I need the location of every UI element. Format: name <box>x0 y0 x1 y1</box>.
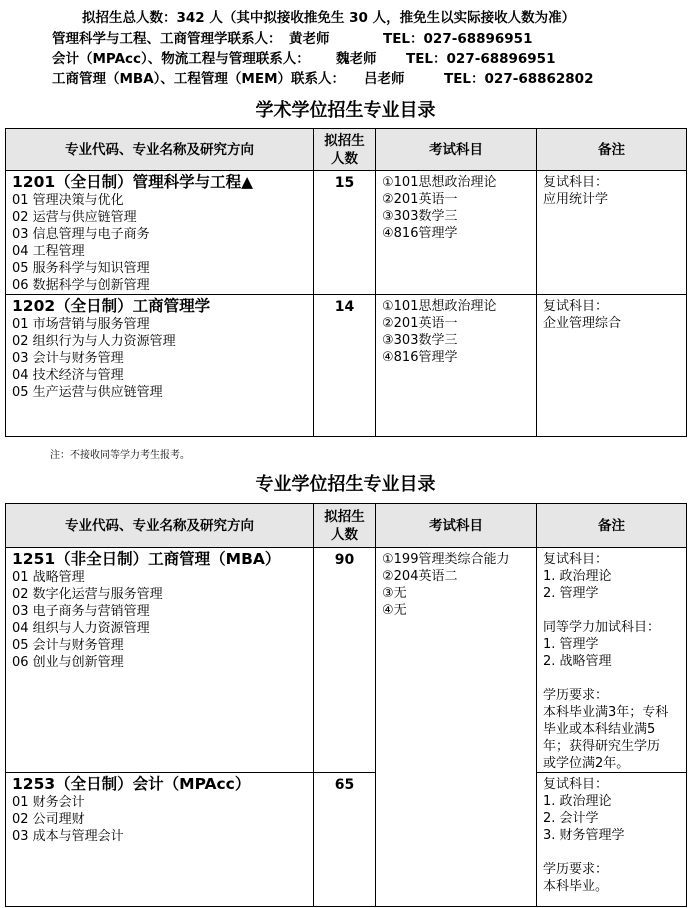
note-text: 企业管理综合 <box>543 316 622 331</box>
subject-item: ④816管理学 <box>382 350 458 365</box>
subject-list <box>376 548 536 619</box>
direction-item: 04 技术经济与管理 <box>12 368 124 383</box>
note-text: 2. 会计学 <box>543 811 599 826</box>
note-label: 复试科目： <box>543 552 609 567</box>
col-count: 拟招生人数 <box>314 504 376 548</box>
note-label: 学历要求： <box>543 862 609 877</box>
note-label: 学历要求： <box>543 688 609 703</box>
count-cell <box>314 295 376 437</box>
program-heading: 1202（全日制）工商管理学 <box>12 297 211 315</box>
academic-section-title: 学术学位招生专业目录 <box>255 100 436 121</box>
col-notes: 备注 <box>537 129 687 171</box>
note-label: 复试科目： <box>543 777 609 792</box>
direction-item: 03 会计与财务管理 <box>12 351 124 366</box>
subject-item: ①199管理类综合能力 <box>382 552 510 567</box>
direction-item: 05 生产运营与供应链管理 <box>12 385 163 400</box>
direction-item: 01 战略管理 <box>12 570 85 585</box>
direction-item: 03 电子商务与营销管理 <box>12 604 150 619</box>
professional-header-row <box>6 504 687 548</box>
program-cell <box>6 773 314 907</box>
program-heading: 1251（非全日制）工商管理（MBA） <box>12 550 281 568</box>
direction-item: 03 成本与管理会计 <box>12 829 124 844</box>
subject-item: ④无 <box>382 603 407 618</box>
direction-item: 01 管理决策与优化 <box>12 193 124 208</box>
contact-name-3: 吕老师 <box>364 71 405 87</box>
note-text: 3. 财务管理学 <box>543 828 625 843</box>
subjects-cell <box>376 171 537 295</box>
direction-item: 03 信息管理与电子商务 <box>12 227 150 242</box>
count-cell <box>314 171 376 295</box>
subject-item: ③303数学三 <box>382 209 458 224</box>
subject-item: ②201英语一 <box>382 192 458 207</box>
subject-item: ①101思想政治理论 <box>382 175 497 190</box>
note-text: 2. 战略管理 <box>543 654 612 669</box>
count-cell <box>314 548 376 773</box>
academic-footnote: 注：不接收同等学力考生报考。 <box>50 450 190 461</box>
program-heading: 1201（全日制）管理科学与工程▲ <box>12 173 254 191</box>
enrollment-count: 65 <box>334 777 355 793</box>
subject-item: ①101思想政治理论 <box>382 299 497 314</box>
subject-list <box>376 295 536 366</box>
subject-item: ③无 <box>382 586 407 601</box>
contact-tel-3: TEL：027-68862802 <box>444 71 594 87</box>
subject-list <box>376 171 536 242</box>
table-row <box>6 171 687 295</box>
enrollment-count: 14 <box>334 299 355 315</box>
direction-item: 02 运营与供应链管理 <box>12 210 137 225</box>
note-text: 或学位满2年。 <box>543 756 630 771</box>
direction-item: 05 服务科学与知识管理 <box>12 261 150 276</box>
notes-cell <box>537 295 687 437</box>
contact-tel-2: TEL：027-68896951 <box>406 51 556 67</box>
col-program: 专业代码、专业名称及研究方向 <box>6 504 314 548</box>
direction-item: 02 公司理财 <box>12 812 85 827</box>
program-cell <box>6 171 314 295</box>
subject-item: ②204英语二 <box>382 569 458 584</box>
program-heading: 1253（全日制）会计（MPAcc） <box>12 775 251 793</box>
direction-item: 04 工程管理 <box>12 244 85 259</box>
subject-item: ②201英语一 <box>382 316 458 331</box>
note-text: 本科毕业满3年；专科 <box>543 705 669 720</box>
contact-program-2: 会计（MPAcc）、物流工程与管理联系人： <box>52 51 310 67</box>
contact-program-1: 管理科学与工程、工商管理学联系人： <box>52 31 282 47</box>
professional-catalog-table <box>5 503 687 907</box>
col-subjects: 考试科目 <box>376 129 537 171</box>
academic-catalog-table <box>5 128 687 437</box>
total-enrollment-text: 拟招生总人数：342 人（其中拟接收推免生 30 人，推免生以实际接收人数为准） <box>82 10 576 26</box>
note-label: 同等学力加试科目： <box>543 620 661 635</box>
academic-header-row <box>6 129 687 171</box>
note-text: 1. 管理学 <box>543 637 599 652</box>
subject-item: ③303数学三 <box>382 333 458 348</box>
direction-item: 02 组织行为与人力资源管理 <box>12 334 176 349</box>
direction-item: 01 财务会计 <box>12 795 85 810</box>
table-row <box>6 295 687 437</box>
contact-program-3: 工商管理（MBA）、工程管理（MEM）联系人： <box>52 71 346 87</box>
contact-name-2: 魏老师 <box>336 51 377 67</box>
direction-item: 06 数据科学与创新管理 <box>12 278 150 293</box>
note-text: 1. 政治理论 <box>543 794 612 809</box>
table-row <box>6 548 687 773</box>
col-count: 拟招生人数 <box>314 129 376 171</box>
notes-cell <box>537 171 687 295</box>
note-text: 年；获得研究生学历 <box>543 739 661 754</box>
table-row <box>6 773 687 907</box>
note-label: 复试科目： <box>543 175 609 190</box>
contact-tel-1: TEL：027-68896951 <box>383 31 533 47</box>
subjects-cell <box>376 295 537 437</box>
direction-item: 06 创业与创新管理 <box>12 655 124 670</box>
professional-section-title: 专业学位招生专业目录 <box>255 474 436 495</box>
enrollment-count: 90 <box>334 552 355 568</box>
contact-name-1: 黄老师 <box>289 31 330 47</box>
note-label: 复试科目： <box>543 299 609 314</box>
subject-item: ④816管理学 <box>382 226 458 241</box>
note-text: 应用统计学 <box>543 192 609 207</box>
direction-item: 02 数字化运营与服务管理 <box>12 587 163 602</box>
col-program: 专业代码、专业名称及研究方向 <box>6 129 314 171</box>
count-cell <box>314 773 376 907</box>
program-cell <box>6 295 314 437</box>
direction-item: 04 组织与人力资源管理 <box>12 621 150 636</box>
notes-cell <box>537 773 687 907</box>
notes-cell <box>537 548 687 773</box>
enrollment-count: 15 <box>334 175 355 191</box>
col-notes: 备注 <box>537 504 687 548</box>
direction-item: 05 会计与财务管理 <box>12 638 124 653</box>
direction-item: 01 市场营销与服务管理 <box>12 317 150 332</box>
subjects-cell <box>376 548 537 907</box>
note-text: 本科毕业。 <box>543 879 609 894</box>
note-text: 1. 政治理论 <box>543 569 612 584</box>
note-text: 2. 管理学 <box>543 586 599 601</box>
note-text: 毕业或本科结业满5 <box>543 722 656 737</box>
col-subjects: 考试科目 <box>376 504 537 548</box>
program-cell <box>6 548 314 773</box>
